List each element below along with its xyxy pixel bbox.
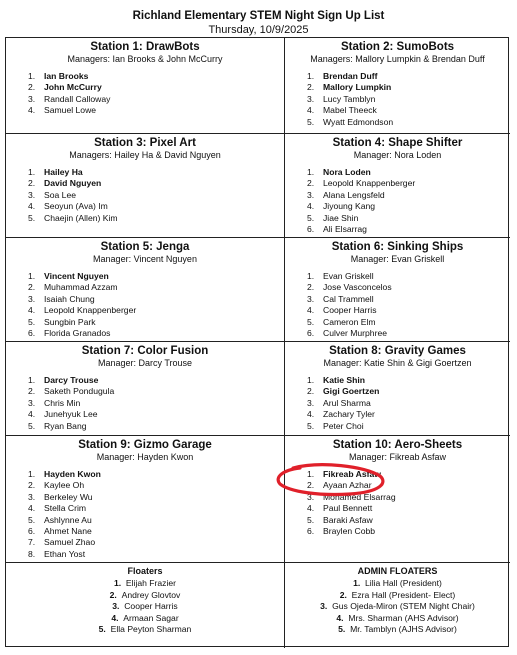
- participant-name: Jiyoung Kang: [323, 201, 376, 212]
- item-number: 3.: [28, 93, 36, 104]
- list-item: [28, 105, 284, 116]
- station-managers: Manager: Hayden Kwon: [96, 452, 194, 462]
- item-number: 4.: [307, 105, 315, 116]
- item-number: 4.: [111, 612, 119, 623]
- participant-name: Peter Choi: [323, 420, 364, 431]
- item-number: 4.: [28, 105, 36, 116]
- item-number: 3.: [307, 93, 315, 104]
- participant-name: Samuel Zhao: [44, 537, 96, 548]
- station-cell: [6, 342, 285, 436]
- floater-name: Andrey Glovtov: [121, 589, 181, 600]
- item-number: 1.: [113, 578, 122, 588]
- participant-name: Lucy Tamblyn: [323, 93, 376, 104]
- list-item: [28, 294, 284, 305]
- list-item: [307, 294, 510, 305]
- station-title: Station 4: Shape Shifter: [332, 137, 463, 149]
- floater-name: Elijah Frazier: [125, 578, 177, 588]
- item-number: 5.: [307, 116, 315, 127]
- item-number: 5.: [307, 420, 315, 431]
- signup-list: [6, 469, 284, 560]
- station-cell: [6, 436, 285, 563]
- list-item: [28, 492, 284, 503]
- item-number: 4.: [28, 305, 36, 316]
- participant-name: Paul Bennett: [323, 503, 373, 514]
- floater-name: Cooper Harris: [124, 601, 178, 611]
- participant-name: Ethan Yost: [44, 548, 86, 559]
- station-title: Station 7: Color Fusion: [81, 345, 209, 357]
- list-item: [28, 537, 284, 548]
- list-item: [307, 421, 510, 432]
- list-item: [307, 224, 510, 235]
- item-number: 5.: [307, 212, 315, 223]
- participant-name: Arul Sharma: [323, 397, 371, 408]
- signup-grid: [5, 37, 509, 647]
- station-cell: [285, 38, 510, 134]
- list-item: [307, 515, 510, 526]
- floaters-cell: [6, 563, 285, 648]
- floater-name: Armaan Sagar: [123, 612, 179, 623]
- item-number: 6.: [307, 526, 315, 537]
- item-number: 1.: [28, 469, 36, 479]
- item-number: 2.: [307, 480, 315, 491]
- list-item: [28, 549, 284, 560]
- item-number: 3.: [320, 601, 328, 611]
- station-title: Station 2: SumoBots: [340, 41, 455, 53]
- item-number: 2.: [307, 282, 315, 293]
- item-number: 7.: [28, 537, 36, 548]
- participant-name: Samuel Lowe: [44, 105, 97, 116]
- floater-item: [285, 578, 510, 590]
- participant-name: Evan Griskell: [323, 271, 374, 281]
- event-date: Thursday, 10/9/2025: [208, 24, 309, 36]
- participant-name: Leopold Knappenberger: [44, 305, 137, 316]
- list-item: [307, 503, 510, 514]
- item-number: 3.: [307, 491, 315, 502]
- participant-name: Junehyuk Lee: [44, 409, 98, 420]
- item-number: 5.: [28, 316, 36, 327]
- list-item: [28, 398, 284, 409]
- list-item: [28, 94, 284, 105]
- item-number: 3.: [28, 293, 36, 304]
- list-item: [28, 178, 284, 189]
- floater-item: [6, 601, 284, 613]
- item-number: 6.: [307, 328, 315, 339]
- list-item: [307, 117, 510, 128]
- participant-name: Florida Granados: [44, 328, 111, 339]
- item-number: 5.: [28, 420, 36, 431]
- signup-list: [285, 469, 510, 537]
- floater-item: [6, 624, 284, 636]
- signup-list: [6, 71, 284, 117]
- station-title: Station 10: Aero-Sheets: [332, 439, 463, 451]
- list-item: [28, 409, 284, 420]
- station-managers: Manager: Evan Griskell: [350, 254, 445, 264]
- item-number: 4.: [28, 503, 36, 514]
- item-number: 6.: [28, 526, 36, 537]
- item-number: 1.: [307, 469, 315, 479]
- participant-name: Isaiah Chung: [44, 293, 95, 304]
- participant-name: Alana Lengsfeld: [323, 189, 385, 200]
- item-number: 1.: [353, 578, 361, 588]
- participant-name: Ahmet Nane: [44, 526, 92, 537]
- item-number: 2.: [28, 282, 36, 293]
- station-title: Station 1: DrawBots: [90, 41, 200, 53]
- list-item: [307, 271, 510, 282]
- list-item: [28, 71, 284, 82]
- item-number: 2.: [28, 386, 36, 397]
- participant-name: Gigi Goertzen: [323, 386, 380, 397]
- list-item: [307, 167, 510, 178]
- list-item: [28, 469, 284, 480]
- participant-name: Seoyun (Ava) Im: [44, 201, 108, 212]
- station-cell: [285, 134, 510, 238]
- item-number: 8.: [28, 548, 36, 559]
- station-cell: [6, 38, 285, 134]
- item-number: 5.: [307, 514, 315, 525]
- participant-name: Jiae Shin: [323, 212, 359, 223]
- list-item: [307, 82, 510, 93]
- station-managers: Managers: Hailey Ha & David Nguyen: [69, 150, 221, 160]
- list-item: [307, 317, 510, 328]
- signup-list: [285, 167, 510, 235]
- participant-name: Mallory Lumpkin: [323, 82, 392, 93]
- participant-name: Darcy Trouse: [44, 375, 99, 385]
- item-number: 5.: [28, 514, 36, 525]
- station-title: Station 6: Sinking Ships: [331, 241, 464, 253]
- list-item: [307, 480, 510, 491]
- item-number: 2.: [28, 480, 36, 491]
- list-item: [28, 167, 284, 178]
- list-item: [28, 421, 284, 432]
- participant-name: Muhammad Azzam: [44, 282, 118, 293]
- list-item: [28, 213, 284, 224]
- participant-name: Hayden Kwon: [44, 469, 101, 479]
- floater-name: Ella Peyton Sharman: [110, 624, 192, 634]
- floater-name: Mrs. Sharman (AHS Advisor): [348, 612, 459, 623]
- item-number: 4.: [307, 409, 315, 420]
- item-number: 6.: [307, 224, 315, 235]
- list-item: [307, 190, 510, 201]
- participant-name: Braylen Cobb: [323, 526, 376, 537]
- participant-name: Mohamed Elsarrag: [323, 491, 396, 502]
- participant-name: Wyatt Edmondson: [323, 116, 394, 127]
- list-item: [28, 515, 284, 526]
- item-number: 1.: [307, 167, 315, 177]
- station-managers: Manager: Nora Loden: [353, 150, 442, 160]
- item-number: 1.: [28, 375, 36, 385]
- participant-name: Katie Shin: [323, 375, 366, 385]
- list-item: [307, 409, 510, 420]
- participant-name: Sungbin Park: [44, 316, 96, 327]
- item-number: 5.: [98, 624, 106, 634]
- floater-name: Gus Ojeda-Miron (STEM Night Chair): [332, 601, 475, 611]
- list-item: [307, 94, 510, 105]
- station-managers: Manager: Katie Shin & Gigi Goertzen: [323, 358, 472, 368]
- item-number: 4.: [307, 305, 315, 316]
- item-number: 1.: [28, 71, 36, 81]
- item-number: 1.: [28, 271, 36, 281]
- participant-name: Kaylee Oh: [44, 480, 85, 491]
- item-number: 2.: [28, 178, 36, 189]
- item-number: 2.: [109, 589, 117, 600]
- item-number: 6.: [28, 328, 36, 339]
- list-item: [307, 178, 510, 189]
- station-cell: [6, 238, 285, 342]
- list-item: [307, 386, 510, 397]
- list-item: [307, 328, 510, 339]
- station-cell: [285, 436, 510, 563]
- page-title: Richland Elementary STEM Night Sign Up List: [132, 10, 385, 22]
- station-managers: Manager: Fikreab Asfaw: [348, 452, 447, 462]
- item-number: 5.: [28, 212, 36, 223]
- participant-name: Nora Loden: [323, 167, 371, 177]
- list-item: [28, 503, 284, 514]
- item-number: 2.: [307, 178, 315, 189]
- list-item: [28, 328, 284, 339]
- participant-name: Ryan Bang: [44, 420, 87, 431]
- station-cell: [6, 134, 285, 238]
- item-number: 1.: [307, 271, 315, 281]
- list-item: [28, 305, 284, 316]
- station-managers: Managers: Mallory Lumpkin & Brendan Duff: [310, 54, 485, 64]
- participant-name: Vincent Nguyen: [44, 271, 109, 281]
- participant-name: Chris Min: [44, 397, 81, 408]
- item-number: 1.: [307, 71, 315, 81]
- item-number: 4.: [307, 503, 315, 514]
- item-number: 2.: [307, 82, 315, 93]
- item-number: 3.: [307, 397, 315, 408]
- list-item: [307, 213, 510, 224]
- list-item: [28, 526, 284, 537]
- participant-name: Soa Lee: [44, 189, 77, 200]
- item-number: 3.: [28, 397, 36, 408]
- participant-name: Zachary Tyler: [323, 409, 375, 420]
- admin-floaters-cell: [285, 563, 510, 648]
- floater-name: Lilia Hall (President): [365, 578, 442, 588]
- item-number: 1.: [28, 167, 36, 177]
- signup-list: [285, 271, 510, 339]
- item-number: 2.: [28, 82, 36, 93]
- participant-name: Culver Murphree: [323, 328, 387, 339]
- signup-list: [285, 71, 510, 128]
- participant-name: Cameron Elm: [323, 316, 376, 327]
- station-cell: [285, 342, 510, 436]
- station-title: Station 5: Jenga: [100, 241, 190, 253]
- list-item: [28, 190, 284, 201]
- participant-name: Brendan Duff: [323, 71, 378, 81]
- floater-name: Ezra Hall (President- Elect): [351, 589, 456, 600]
- participant-name: Mabel Theeck: [323, 105, 377, 116]
- item-number: 5.: [338, 624, 346, 634]
- item-number: 3.: [307, 189, 315, 200]
- signup-list: [285, 375, 510, 432]
- signup-list: [6, 271, 284, 339]
- station-managers: Managers: Ian Brooks & John McCurry: [67, 54, 223, 64]
- admin-floaters-title: ADMIN FLOATERS: [357, 566, 438, 576]
- item-number: 5.: [307, 316, 315, 327]
- participant-name: Chaejin (Allen) Kim: [44, 212, 118, 223]
- participant-name: Hailey Ha: [44, 167, 83, 177]
- list-item: [28, 82, 284, 93]
- participant-name: Baraki Asfaw: [323, 514, 373, 525]
- list-item: [307, 492, 510, 503]
- floaters-list: [6, 578, 284, 636]
- list-item: [28, 317, 284, 328]
- item-number: 4.: [28, 201, 36, 212]
- participant-name: Cal Trammell: [323, 293, 374, 304]
- item-number: 4.: [307, 201, 315, 212]
- item-number: 4.: [336, 612, 344, 623]
- participant-name: Ayaan Azhar: [323, 480, 372, 491]
- participant-name: Leopold Knappenberger: [323, 178, 416, 189]
- floater-item: [6, 590, 284, 602]
- list-item: [307, 71, 510, 82]
- list-item: [28, 201, 284, 212]
- list-item: [307, 398, 510, 409]
- participant-name: Randall Calloway: [44, 93, 111, 104]
- floater-item: [285, 624, 510, 636]
- list-item: [307, 526, 510, 537]
- item-number: 3.: [307, 293, 315, 304]
- floater-item: [6, 578, 284, 590]
- floaters-title: Floaters: [127, 566, 163, 576]
- participant-name: Berkeley Wu: [44, 491, 93, 502]
- station-title: Station 9: Gizmo Garage: [78, 439, 212, 451]
- station-title: Station 3: Pixel Art: [94, 137, 196, 149]
- signup-list: [6, 167, 284, 224]
- item-number: 3.: [28, 189, 36, 200]
- signup-list: [6, 375, 284, 432]
- station-managers: Manager: Darcy Trouse: [97, 358, 193, 368]
- participant-name: Ian Brooks: [44, 71, 89, 81]
- participant-name: Ali Elsarrag: [323, 224, 367, 235]
- item-number: 3.: [28, 491, 36, 502]
- station-cell: [285, 238, 510, 342]
- floater-item: [6, 613, 284, 625]
- participant-name: Cooper Harris: [323, 305, 377, 316]
- station-title: Station 8: Gravity Games: [329, 345, 466, 357]
- list-item: [28, 386, 284, 397]
- floater-name: Mr. Tamblyn (AJHS Advisor): [350, 624, 457, 634]
- participant-name: David Nguyen: [44, 178, 102, 189]
- item-number: 2.: [339, 589, 347, 600]
- list-item: [28, 271, 284, 282]
- participant-name: John McCurry: [44, 82, 102, 93]
- list-item: [28, 480, 284, 491]
- participant-name: Jose Vasconcelos: [323, 282, 392, 293]
- participant-name: Stella Crim: [44, 503, 87, 514]
- item-number: 2.: [307, 386, 315, 397]
- list-item: [307, 305, 510, 316]
- list-item: [28, 282, 284, 293]
- list-item: [307, 201, 510, 212]
- item-number: 1.: [307, 375, 315, 385]
- station-managers: Manager: Vincent Nguyen: [93, 254, 197, 264]
- floater-item: [285, 613, 510, 625]
- list-item: [307, 469, 510, 480]
- item-number: 3.: [112, 601, 120, 611]
- list-item: [307, 282, 510, 293]
- participant-name: Ashlynne Au: [44, 514, 92, 525]
- item-number: 4.: [28, 409, 36, 420]
- participant-name: Saketh Pondugula: [44, 386, 115, 397]
- list-item: [307, 105, 510, 116]
- list-item: [28, 375, 284, 386]
- list-item: [307, 375, 510, 386]
- floater-item: [285, 601, 510, 613]
- floater-item: [285, 590, 510, 602]
- participant-name: Fikreab Asfaw: [323, 469, 381, 479]
- admin-floaters-list: [285, 578, 510, 636]
